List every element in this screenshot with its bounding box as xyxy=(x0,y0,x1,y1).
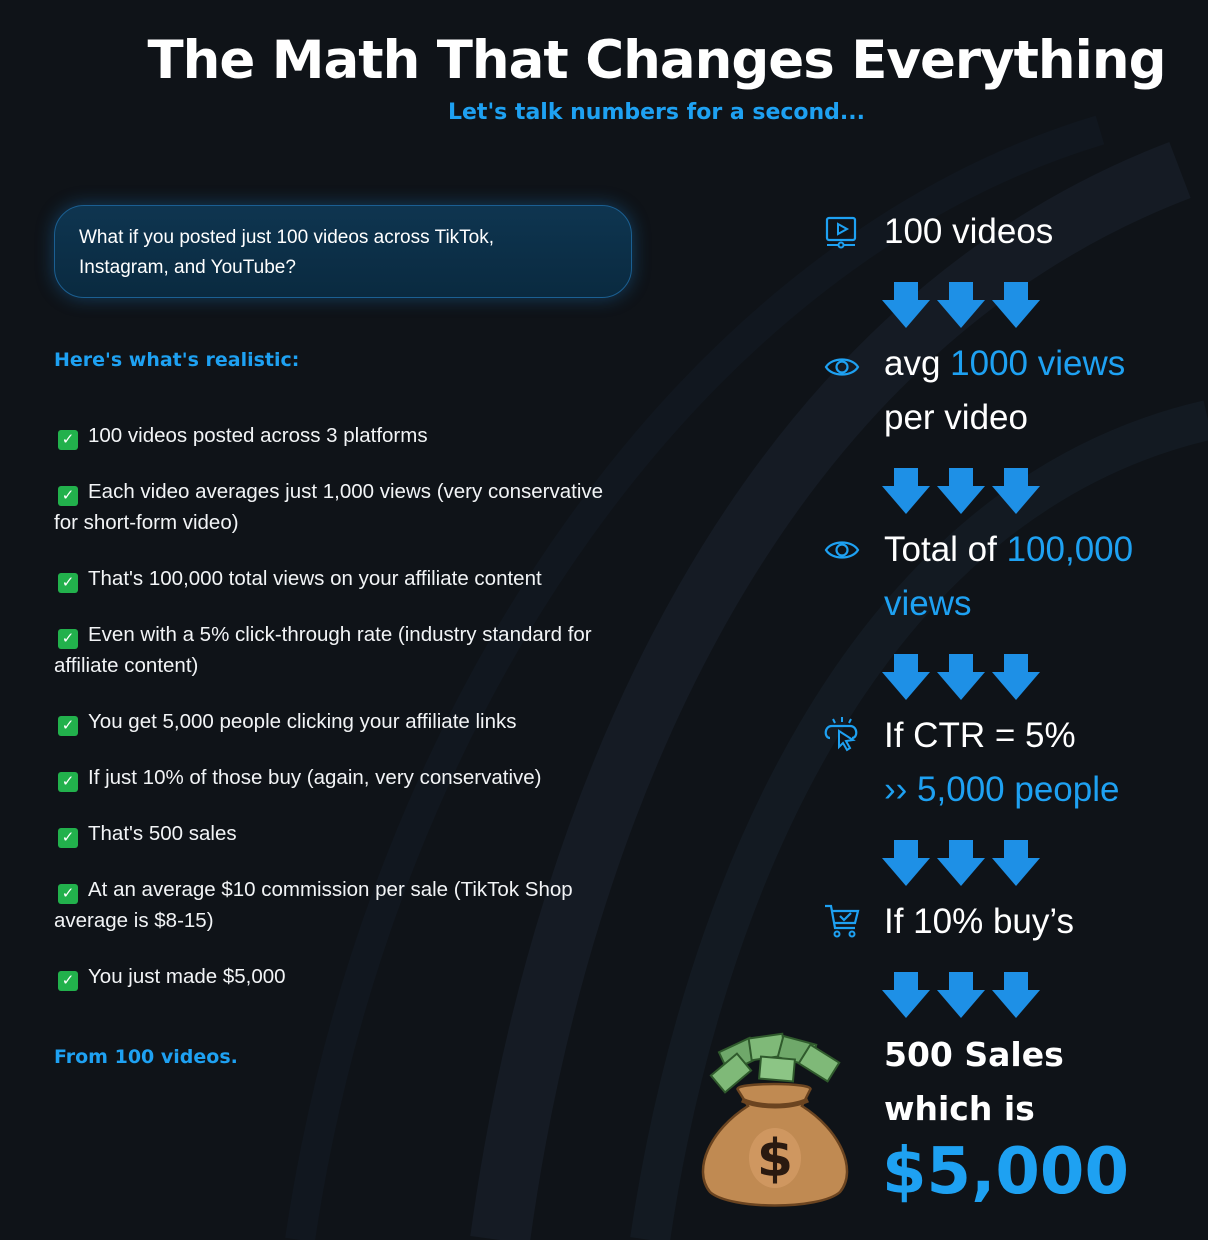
double-chevron-icon: ›› xyxy=(884,770,918,809)
list-item xyxy=(54,874,624,936)
check-icon: ✓ xyxy=(58,971,78,991)
total-views-highlight: 100,000 xyxy=(1006,530,1134,569)
check-icon: ✓ xyxy=(58,629,78,649)
question-callout xyxy=(54,205,632,298)
flow-step-avg-views xyxy=(884,337,1125,391)
down-arrows-icon xyxy=(882,840,1042,886)
people-count: 5,000 people xyxy=(917,770,1120,809)
question-line-1: What if you posted just 100 videos across TikTok, xyxy=(79,227,495,248)
down-arrows-icon xyxy=(882,282,1042,328)
final-amount: $5,000 xyxy=(882,1135,1129,1209)
check-icon: ✓ xyxy=(58,772,78,792)
flow-step-total-views xyxy=(884,523,1133,577)
list-item xyxy=(54,818,624,849)
shopping-cart-icon xyxy=(822,900,862,940)
list-item xyxy=(54,706,624,737)
check-icon: ✓ xyxy=(58,486,78,506)
question-line-2: Instagram, and YouTube? xyxy=(79,257,296,278)
avg-views-highlight: 1000 views xyxy=(950,344,1126,383)
check-icon: ✓ xyxy=(58,828,78,848)
flow-step-per-video: per video xyxy=(884,398,1028,437)
final-which-is: which is xyxy=(884,1089,1035,1128)
realistic-heading: Here's what's realistic: xyxy=(54,349,300,371)
down-arrows-icon xyxy=(882,972,1042,1018)
check-icon: ✓ xyxy=(58,573,78,593)
check-icon: ✓ xyxy=(58,716,78,736)
list-item-text: That's 100,000 total views on your affiliate content xyxy=(88,567,542,590)
list-item xyxy=(54,420,624,451)
list-item xyxy=(54,563,624,594)
check-icon: ✓ xyxy=(58,430,78,450)
list-item xyxy=(54,762,624,793)
list-item-text: Even with a 5% click-through rate (industry standard for affiliate content) xyxy=(54,623,592,677)
flow-step-people xyxy=(884,763,1119,817)
list-item xyxy=(54,961,624,992)
flow-step-buys: If 10% buy’s xyxy=(884,902,1075,941)
flow-step-ctr: If CTR = 5% xyxy=(884,716,1076,755)
list-item-text: At an average $10 commission per sale (TikTok Shop average is $8-15) xyxy=(54,878,573,932)
down-arrows-icon xyxy=(882,468,1042,514)
list-item-text: If just 10% of those buy (again, very conservative) xyxy=(88,766,542,789)
eye-icon xyxy=(822,530,862,570)
list-item xyxy=(54,619,624,681)
money-bag-icon xyxy=(690,1030,860,1210)
page-subtitle: Let's talk numbers for a second... xyxy=(447,100,865,125)
list-item-text: That's 500 sales xyxy=(88,822,237,845)
final-sales: 500 Sales xyxy=(884,1035,1064,1074)
check-icon: ✓ xyxy=(58,884,78,904)
list-item-text: 100 videos posted across 3 platforms xyxy=(88,424,428,447)
list-item-text: You just made $5,000 xyxy=(88,965,286,988)
svg-text:$: $ xyxy=(756,1129,794,1189)
click-cursor-icon xyxy=(822,714,862,754)
realistic-checklist xyxy=(54,420,624,1017)
list-item-text: Each video averages just 1,000 views (very conservative for short-form video) xyxy=(54,480,604,534)
avg-prefix: avg xyxy=(884,344,951,383)
page-title: The Math That Changes Everything xyxy=(147,30,1166,91)
eye-icon xyxy=(822,347,862,387)
flow-step-videos: 100 videos xyxy=(884,212,1054,251)
list-item xyxy=(54,476,624,538)
list-item-text: You get 5,000 people clicking your affiliate links xyxy=(88,710,517,733)
flow-step-views-word: views xyxy=(884,584,972,623)
down-arrows-icon xyxy=(882,654,1042,700)
total-prefix: Total of xyxy=(884,530,1007,569)
video-play-icon xyxy=(822,212,862,252)
from-videos-line: From 100 videos. xyxy=(54,1046,238,1068)
